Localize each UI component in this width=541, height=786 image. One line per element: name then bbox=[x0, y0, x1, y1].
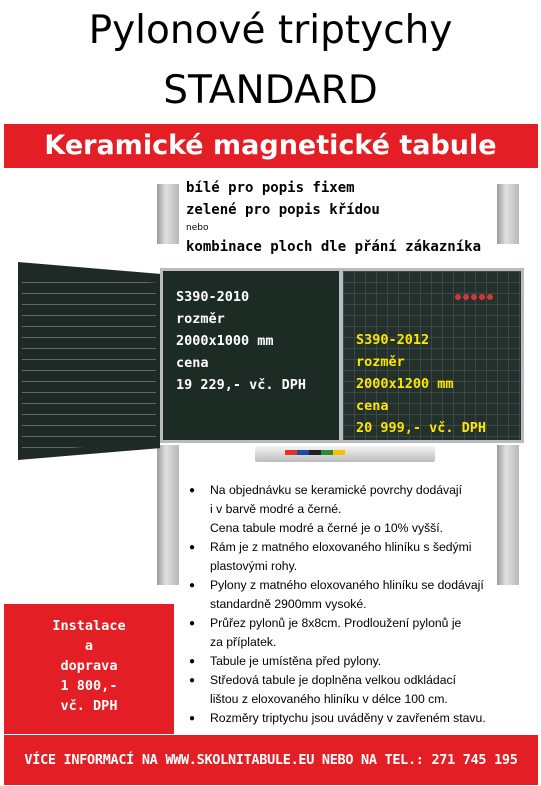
list-item bbox=[186, 709, 531, 728]
magnet-icon bbox=[463, 294, 469, 300]
subtitle: Keramické magnetické tabule bbox=[44, 130, 497, 161]
product-price: 20 999,- vč. DPH bbox=[356, 420, 487, 436]
list-item-line: ● Pylony z matného eloxovaného hliníku se dodávají bbox=[210, 578, 484, 592]
list-item-line: ● Na objednávku se keramické povrchy dodávají bbox=[210, 483, 463, 497]
page-title-series: STANDARD bbox=[163, 68, 378, 113]
list-item bbox=[186, 538, 531, 576]
feature-list bbox=[186, 481, 531, 728]
list-item-line: i v barvě modré a černé. bbox=[210, 502, 342, 516]
footer-contact: VÍCE INFORMACÍ NA WWW.SKOLNITABULE.EU NEBO NA TEL.: 271 745 195 bbox=[24, 752, 518, 768]
magnet-icon bbox=[479, 294, 485, 300]
product-price-label: cena bbox=[356, 398, 389, 414]
pylon-left-lower bbox=[157, 445, 179, 585]
pylon-left bbox=[157, 184, 179, 244]
product-s390-2012 bbox=[356, 329, 486, 439]
magnets bbox=[455, 285, 505, 293]
install-text bbox=[4, 616, 174, 716]
markers bbox=[285, 450, 345, 455]
list-item bbox=[186, 481, 531, 538]
product-price: 19 229,- vč. DPH bbox=[176, 377, 307, 393]
list-item-line: ● Průřez pylonů je 8x8cm. Prodloužení pylonů je bbox=[210, 616, 462, 630]
page-title: Pylonové triptychy bbox=[88, 8, 453, 53]
list-item-line: ● Rám je z matného eloxovaného hliníku s šedými bbox=[210, 540, 472, 554]
list-item-line: plastovými rohy. bbox=[210, 559, 298, 573]
install-vat: vč. DPH bbox=[60, 698, 118, 714]
feature-white: bílé pro popis fixem bbox=[186, 180, 355, 196]
list-item-line: Cena tabule modré a černé je o 10% vyšší. bbox=[210, 521, 444, 535]
list-item-line: ● Tabule je umístěna před pylony. bbox=[210, 654, 382, 668]
install-line: a bbox=[84, 638, 94, 654]
left-wing-lines bbox=[22, 272, 156, 452]
product-code: S390-2012 bbox=[356, 332, 430, 348]
list-item-line: lištou z eloxovaného hliníku v délce 100 cm. bbox=[210, 692, 448, 706]
list-item-line: standardně 2900mm vysoké. bbox=[210, 597, 367, 611]
magnet-icon bbox=[487, 294, 493, 300]
feature-or: nebo bbox=[186, 223, 209, 233]
pylon-right bbox=[497, 184, 519, 244]
list-item-line: ● Středová tabule je doplněna velkou odkládací bbox=[210, 673, 456, 687]
feature-green: zelené pro popis křídou bbox=[186, 202, 380, 218]
feature-combination: kombinace ploch dle přání zákazníka bbox=[186, 239, 482, 255]
list-item bbox=[186, 614, 531, 652]
list-item-line: za příplatek. bbox=[210, 635, 277, 649]
product-size-label: rozměr bbox=[356, 354, 405, 370]
install-line: doprava bbox=[60, 658, 118, 674]
install-line: Instalace bbox=[52, 618, 126, 634]
list-item bbox=[186, 671, 531, 709]
product-s390-2010 bbox=[176, 286, 306, 396]
product-size: 2000x1200 mm bbox=[356, 376, 454, 392]
marker-tray bbox=[255, 446, 435, 462]
product-code: S390-2010 bbox=[176, 289, 250, 305]
list-item bbox=[186, 576, 531, 614]
list-item bbox=[186, 652, 531, 671]
list-item-line: ● Rozměry triptychu jsou uváděny v zavřeném stavu. bbox=[210, 711, 486, 725]
install-price: 1 800,- bbox=[60, 678, 118, 694]
product-size: 2000x1000 mm bbox=[176, 333, 274, 349]
magnet-icon bbox=[455, 294, 461, 300]
product-price-label: cena bbox=[176, 355, 209, 371]
product-size-label: rozměr bbox=[176, 311, 225, 327]
magnet-icon bbox=[471, 294, 477, 300]
